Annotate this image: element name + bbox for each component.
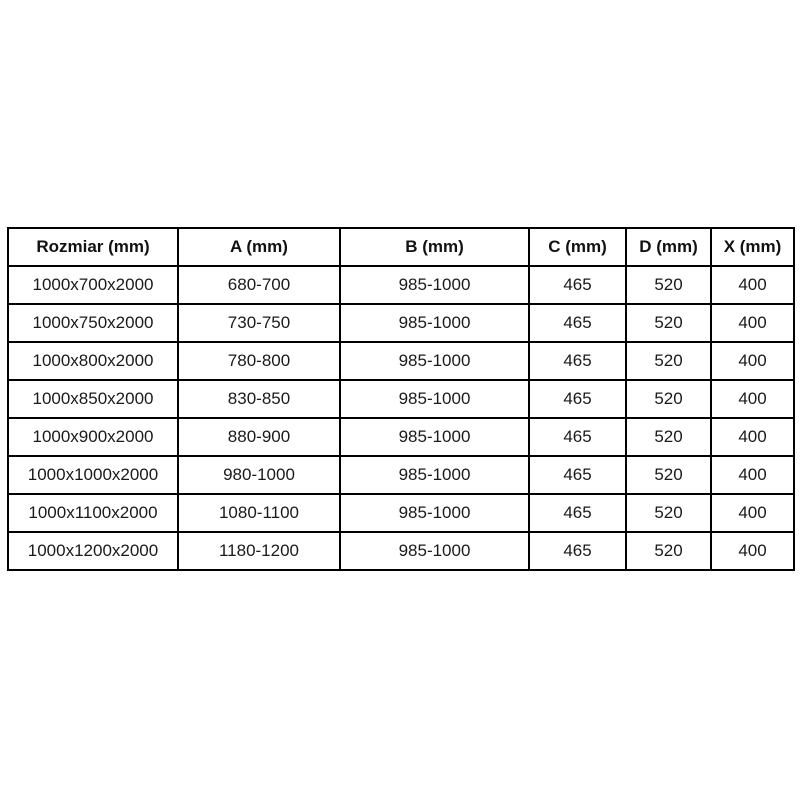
cell-rozmiar: 1000x850x2000: [8, 380, 178, 418]
cell-b: 985-1000: [340, 418, 529, 456]
cell-b: 985-1000: [340, 380, 529, 418]
cell-a: 980-1000: [178, 456, 340, 494]
cell-rozmiar: 1000x900x2000: [8, 418, 178, 456]
cell-x: 400: [711, 304, 794, 342]
cell-x: 400: [711, 456, 794, 494]
table-row: [8, 532, 794, 570]
table-row: [8, 380, 794, 418]
cell-a: 1080-1100: [178, 494, 340, 532]
cell-c: 465: [529, 266, 626, 304]
cell-rozmiar: 1000x1000x2000: [8, 456, 178, 494]
cell-d: 520: [626, 494, 711, 532]
cell-d: 520: [626, 380, 711, 418]
cell-b: 985-1000: [340, 456, 529, 494]
cell-a: 880-900: [178, 418, 340, 456]
cell-a: 680-700: [178, 266, 340, 304]
cell-d: 520: [626, 456, 711, 494]
cell-c: 465: [529, 494, 626, 532]
cell-d: 520: [626, 418, 711, 456]
cell-c: 465: [529, 418, 626, 456]
column-header-rozmiar: Rozmiar (mm): [8, 228, 178, 266]
cell-x: 400: [711, 418, 794, 456]
cell-x: 400: [711, 380, 794, 418]
cell-rozmiar: 1000x700x2000: [8, 266, 178, 304]
column-header-c: C (mm): [529, 228, 626, 266]
dimensions-table: [7, 227, 795, 571]
table-row: [8, 494, 794, 532]
cell-rozmiar: 1000x800x2000: [8, 342, 178, 380]
table-row: [8, 266, 794, 304]
header-row: [8, 228, 794, 266]
column-header-d: D (mm): [626, 228, 711, 266]
cell-a: 780-800: [178, 342, 340, 380]
cell-d: 520: [626, 532, 711, 570]
cell-x: 400: [711, 532, 794, 570]
cell-a: 1180-1200: [178, 532, 340, 570]
cell-d: 520: [626, 342, 711, 380]
cell-rozmiar: 1000x1100x2000: [8, 494, 178, 532]
cell-c: 465: [529, 380, 626, 418]
cell-b: 985-1000: [340, 342, 529, 380]
cell-d: 520: [626, 304, 711, 342]
cell-c: 465: [529, 532, 626, 570]
table-row: [8, 456, 794, 494]
column-header-a: A (mm): [178, 228, 340, 266]
cell-b: 985-1000: [340, 494, 529, 532]
table-row: [8, 342, 794, 380]
cell-rozmiar: 1000x1200x2000: [8, 532, 178, 570]
cell-c: 465: [529, 304, 626, 342]
cell-x: 400: [711, 266, 794, 304]
cell-d: 520: [626, 266, 711, 304]
cell-a: 830-850: [178, 380, 340, 418]
cell-b: 985-1000: [340, 532, 529, 570]
cell-x: 400: [711, 342, 794, 380]
table-row: [8, 304, 794, 342]
table-row: [8, 418, 794, 456]
column-header-b: B (mm): [340, 228, 529, 266]
cell-c: 465: [529, 456, 626, 494]
cell-c: 465: [529, 342, 626, 380]
cell-b: 985-1000: [340, 304, 529, 342]
column-header-x: X (mm): [711, 228, 794, 266]
cell-x: 400: [711, 494, 794, 532]
cell-rozmiar: 1000x750x2000: [8, 304, 178, 342]
cell-b: 985-1000: [340, 266, 529, 304]
cell-a: 730-750: [178, 304, 340, 342]
